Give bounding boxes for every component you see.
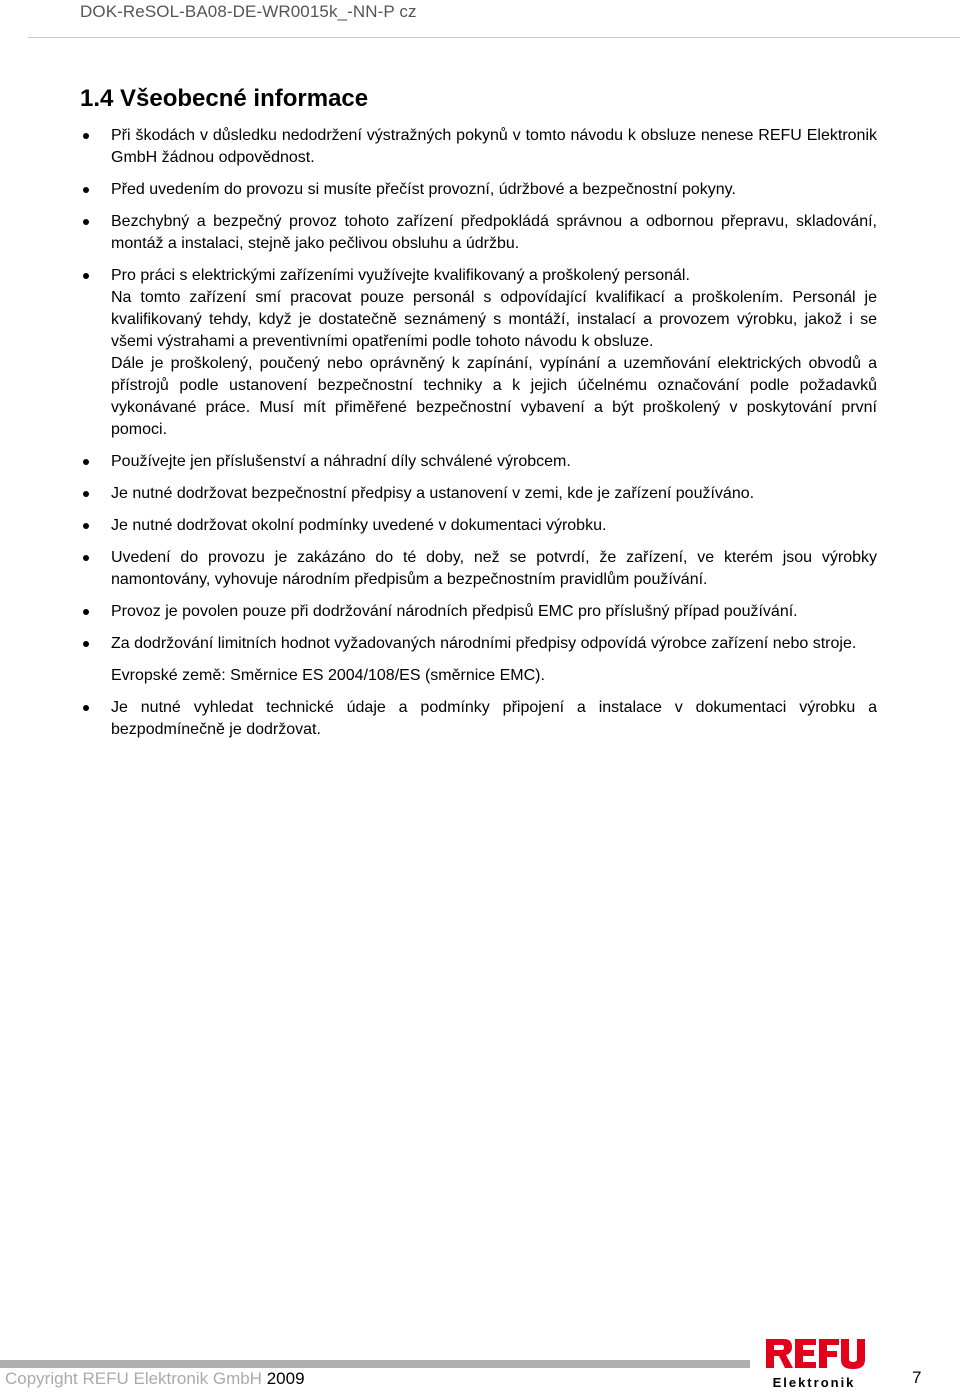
bullet-icon <box>83 523 89 529</box>
list-item: Před uvedením do provozu si musíte přečíst provozní, údržbové a bezpečnostní pokyny. <box>80 179 877 201</box>
footer-bar <box>0 1360 750 1368</box>
bullet-icon <box>83 187 89 193</box>
list-item: Při škodách v důsledku nedodržení výstražných pokynů v tomto návodu k obsluze nenese REFU Elektronik GmbH žádnou odpovědnost. <box>80 125 877 169</box>
page-number: 7 <box>912 1368 922 1387</box>
bullet-icon <box>83 641 89 647</box>
list-item: Pro práci s elektrickými zařízeními využívejte kvalifikovaný a proškolený personál. Na tomto zařízení smí pracovat pouze personál s odpovídající kvalifikací a proškolením. Personál je kvalifikovaný tehdy, když je dostatečně seznámený s montáží, instalací a provozem výrobku, jakož i se všemi výstrahami a preventivními opatřeními podle tohoto návodu k obsluze. Dále je proškolený, poučený nebo oprávněný k zapínání, vypínání a uzemňování elektrických obvodů a přístrojů podle ustanovení bezpečnostní techniky a k jejich účelnému označování podle požadavků vykonávané práce. Musí mít přiměřené bezpečnostní vybavení a být proškolený v poskytování první pomoci. <box>80 265 877 441</box>
bullet-icon <box>83 219 89 225</box>
page-footer <box>0 1330 960 1393</box>
list-item: Používejte jen příslušenství a náhradní díly schválené výrobcem. <box>80 451 877 473</box>
section-heading: 1.4 Všeobecné informace <box>80 85 369 112</box>
list-item: Za dodržování limitních hodnot vyžadovaných národními předpisy odpovídá výrobce zařízení nebo stroje. Evropské země: Směrnice ES 2004/108/ES (směrnice EMC). <box>80 633 877 687</box>
list-item: Je nutné dodržovat okolní podmínky uvedené v dokumentaci výrobku. <box>80 515 877 537</box>
list-item: Je nutné dodržovat bezpečnostní předpisy a ustanovení v zemi, kde je zařízení používáno. <box>80 483 877 505</box>
list-item: Je nutné vyhledat technické údaje a podmínky připojení a instalace v dokumentaci výrobku a bezpodmínečně je dodržovat. <box>80 697 877 741</box>
bullet-icon <box>83 555 89 561</box>
bullet-icon <box>83 133 89 139</box>
bullet-list <box>80 125 877 741</box>
list-item: Uvedení do provozu je zakázáno do té doby, než se potvrdí, že zařízení, ve kterém jsou výrobky namontovány, vyhovuje národním předpisům a bezpečnostním pravidlům používání. <box>80 547 877 591</box>
bullet-icon <box>83 273 89 279</box>
list-item: Provoz je povolen pouze při dodržování národních předpisů EMC pro příslušný případ používání. <box>80 601 877 623</box>
logo-subtext: Elektronik <box>772 1375 856 1390</box>
list-item: Bezchybný a bezpečný provoz tohoto zařízení předpokládá správnou a odbornou přepravu, skladování, montáž a instalaci, stejně jako pečlivou obsluhu a údržbu. <box>80 211 877 255</box>
refu-logo <box>762 1335 866 1390</box>
emc-note: Evropské země: Směrnice ES 2004/108/ES (směrnice EMC). <box>111 667 545 684</box>
bullet-icon <box>83 459 89 465</box>
main-content <box>80 82 877 751</box>
bullet-icon <box>83 609 89 615</box>
bullet-icon <box>83 491 89 497</box>
copyright-text: Copyright REFU Elektronik GmbH 2009 <box>5 1369 305 1388</box>
page-header <box>0 0 960 40</box>
bullet-icon <box>83 705 89 711</box>
header-divider <box>28 37 960 38</box>
document-id: DOK-ReSOL-BA08-DE-WR0015k_-NN-P cz <box>80 2 417 21</box>
copyright-year: 2009 <box>266 1369 305 1388</box>
